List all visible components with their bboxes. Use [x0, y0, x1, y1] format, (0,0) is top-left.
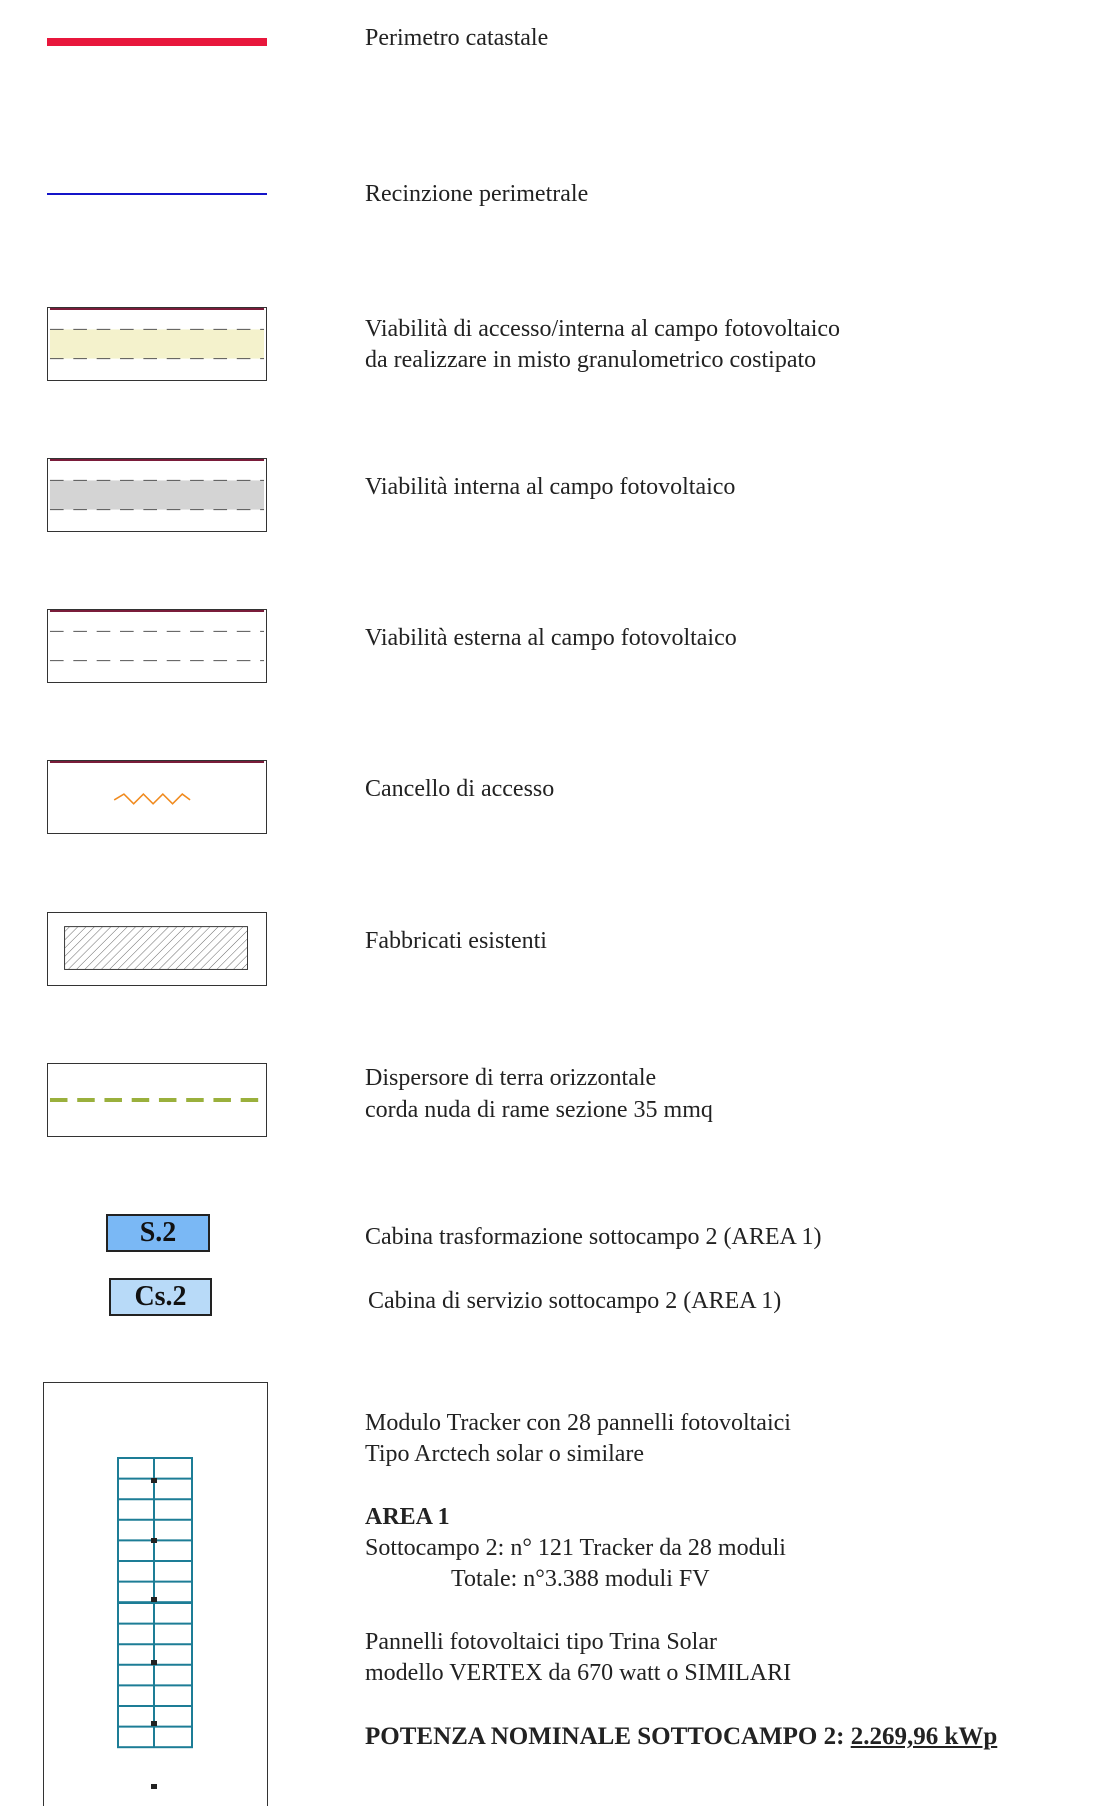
sottocampo-label: Sottocampo 2: n° 121 Tracker da 28 moduli [365, 1535, 786, 1561]
tracker-post [151, 1721, 157, 1726]
potenza-line [365, 1721, 997, 1752]
potenza-value: 2.269,96 kWp [850, 1723, 998, 1750]
dispersore-line2: corda nuda di rame sezione 35 mmq [365, 1097, 713, 1123]
cabina-trasformazione-badge: S.2 [106, 1214, 210, 1252]
viabilita-accesso-line1: Viabilità di accesso/interna al campo fotovoltaico [365, 316, 841, 342]
fabbricati-symbol [47, 912, 267, 986]
recinzione-symbol [47, 193, 267, 195]
viabilita-esterna-symbol [47, 609, 267, 683]
cancello-symbol [47, 760, 267, 834]
tracker-post [151, 1478, 157, 1483]
tracker-post [151, 1597, 157, 1602]
totale-label: Totale: n°3.388 moduli FV [451, 1566, 710, 1592]
recinzione-label: Recinzione perimetrale [365, 181, 589, 207]
pannelli-line2: modello VERTEX da 670 watt o SIMILARI [365, 1660, 792, 1686]
dispersore-symbol [47, 1063, 267, 1137]
tracker-post [151, 1538, 157, 1543]
cabina-trasformazione-label: Cabina trasformazione sottocampo 2 (AREA 1) [365, 1224, 822, 1250]
viabilita-accesso-line2: da realizzare in misto granulometrico costipato [365, 347, 817, 373]
perimetro-catastale-symbol [47, 38, 267, 46]
area-label: AREA 1 [365, 1504, 450, 1530]
tracker-post [151, 1784, 157, 1789]
cabina-servizio-badge: Cs.2 [109, 1278, 212, 1316]
dispersore-line1: Dispersore di terra orizzontale [365, 1065, 657, 1091]
perimetro-catastale-label: Perimetro catastale [365, 25, 549, 51]
fabbricati-label: Fabbricati esistenti [365, 928, 547, 954]
viabilita-esterna-label: Viabilità esterna al campo fotovoltaico [365, 625, 737, 651]
tracker-symbol [43, 1382, 268, 1806]
tracker-line1: Modulo Tracker con 28 pannelli fotovoltaici [365, 1410, 791, 1436]
viabilita-accesso-symbol [47, 307, 267, 381]
cancello-label: Cancello di accesso [365, 776, 555, 802]
pannelli-line1: Pannelli fotovoltaici tipo Trina Solar [365, 1629, 717, 1655]
tracker-post [151, 1660, 157, 1665]
potenza-label: POTENZA NOMINALE SOTTOCAMPO 2: [365, 1723, 851, 1750]
cabina-servizio-label: Cabina di servizio sottocampo 2 (AREA 1) [368, 1288, 782, 1314]
viabilita-interna-symbol [47, 458, 267, 532]
viabilita-interna-label: Viabilità interna al campo fotovoltaico [365, 474, 736, 500]
tracker-line2: Tipo Arctech solar o similare [365, 1441, 645, 1467]
